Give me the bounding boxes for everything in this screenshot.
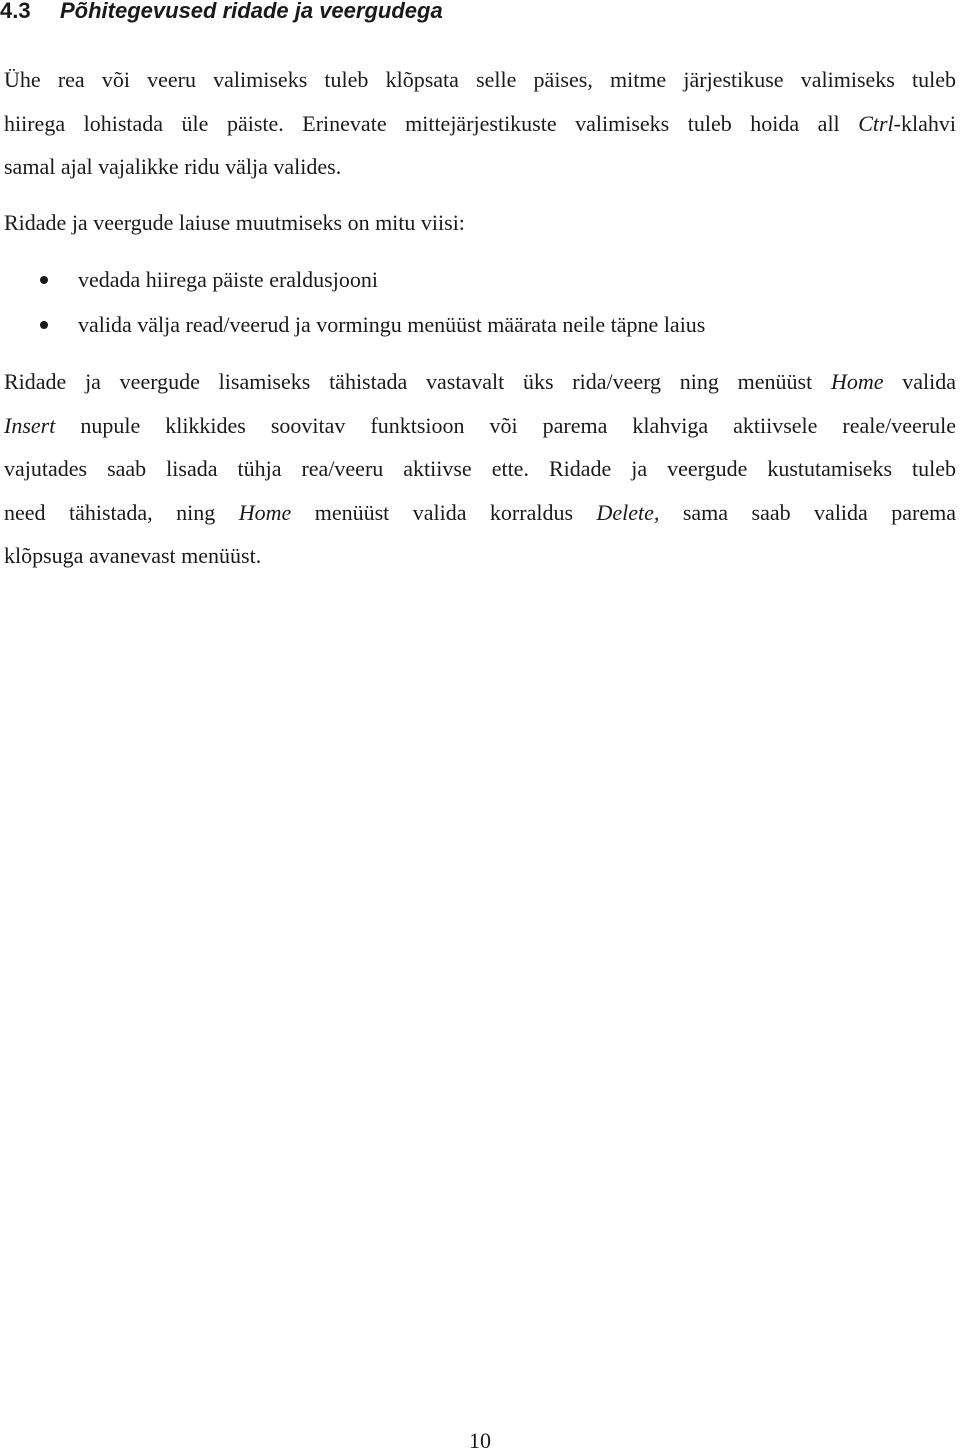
section-heading [0, 0, 443, 26]
section-title: Põhitegevused ridade ja veergudega [60, 0, 443, 23]
text-run: menüüst valida korraldus [291, 499, 597, 525]
paragraph-line: vajutades saab lisada tühja rea/veeru aktiivse ette. Ridade ja veergude kustutamiseks tuleb [4, 456, 956, 481]
insert-button-term: Insert [4, 412, 56, 438]
section-number: 4.3 [0, 0, 31, 23]
paragraph-line: Ridade ja veergude laiuse muutmiseks on mitu viisi: [4, 210, 465, 235]
paragraph-selection [4, 58, 956, 189]
text-run: nupule klikkides soovitav funktsioon või parema klahviga aktiivsele reale/veerule [55, 412, 956, 438]
paragraph-line [4, 491, 956, 535]
ctrl-key-term: Ctrl [858, 110, 894, 136]
paragraph-line [4, 360, 956, 404]
text-run: need tähistada, ning [4, 499, 239, 525]
text-run: sama saab valida parema [659, 499, 956, 525]
text-run: hiirega lohistada üle päiste. Erinevate mittejärjestikuste valimiseks tuleb hoida all [4, 110, 859, 136]
text-run: -klahvi [893, 110, 956, 136]
text-run: valida [883, 369, 956, 394]
paragraph-line [4, 102, 956, 146]
page-number: 10 [469, 1428, 491, 1453]
paragraph-line: klõpsuga avanevast menüüst. [4, 543, 262, 568]
paragraph-line: Ühe rea või veeru valimiseks tuleb klõpsata selle päises, mitme järjestikuse valimiseks tuleb [4, 67, 956, 92]
list-item-text: vedada hiirega päiste eraldusjooni [78, 267, 378, 292]
delete-command-term: Delete, [596, 499, 660, 525]
paragraph-width-intro [4, 201, 956, 245]
home-menu-term: Home [830, 369, 884, 394]
bullet-icon [40, 276, 48, 284]
list-item-text: valida välja read/veerud ja vormingu menüüst määrata neile täpne laius [78, 312, 706, 337]
text-run: Ridade ja veergude lisamiseks tähistada vastavalt üks rida/veerg ning menüüst [4, 369, 831, 394]
paragraph-insert-delete [4, 360, 956, 578]
paragraph-line [4, 404, 956, 448]
home-menu-term: Home [238, 499, 292, 525]
bullet-icon [40, 321, 48, 329]
paragraph-line: samal ajal vajalikke ridu välja valides. [4, 154, 342, 179]
